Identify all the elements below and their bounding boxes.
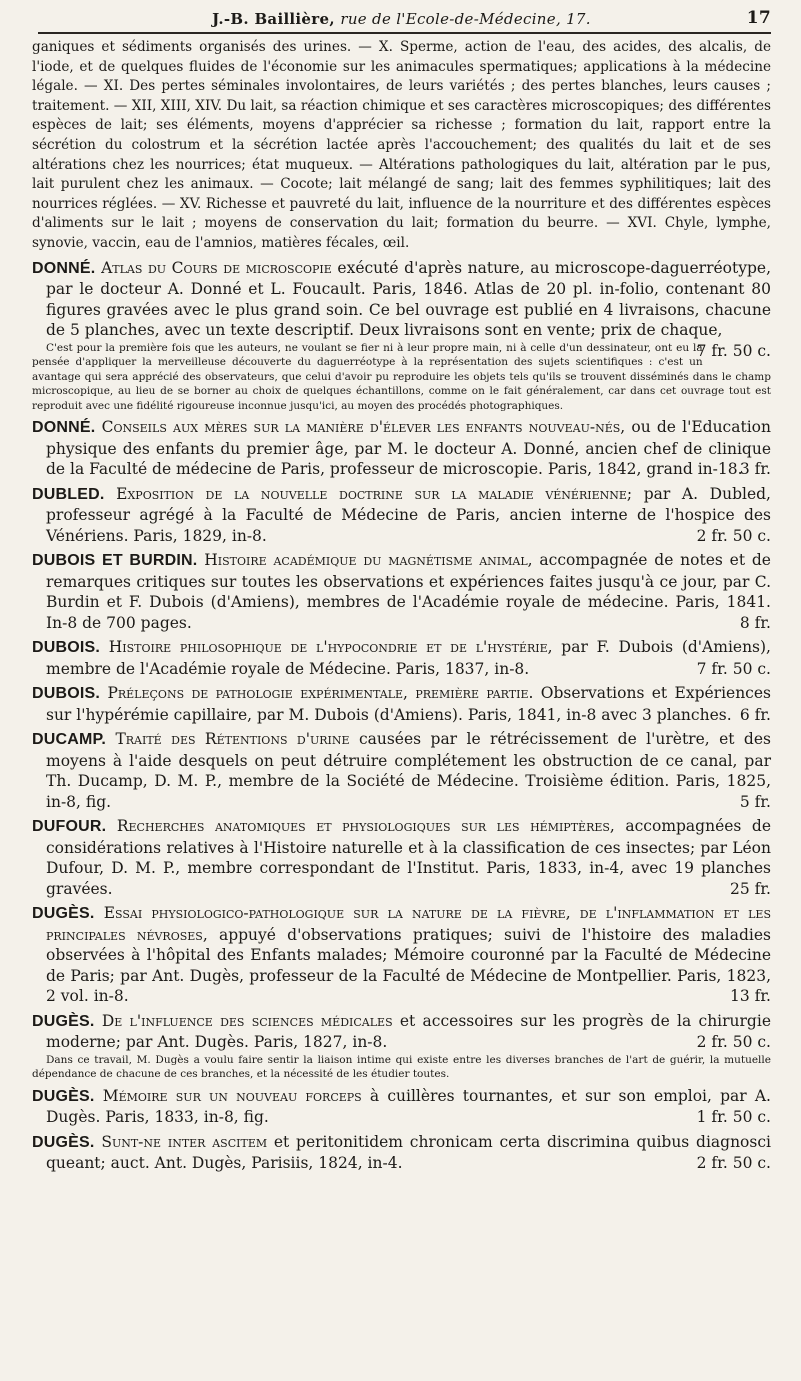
entry-text: appuyé d'observations pratiques; suivi de l'histoire des maladies observées à l'hôpital des Enfants malades; Mémoire couronné par la Faculté de Médecine de Paris; par Ant. Dugès, professeur de la Faculté de Médecine de Montpellier. Paris, 1823, 2 vol. in-8. (46, 925, 771, 1006)
header-rule (38, 32, 771, 34)
entry-price: 2 fr. 50 c. (696, 1154, 771, 1173)
entry-text: par A. Dubled, professeur agrégé à la Faculté de Médecine de Paris, ancien interne de l'hospice des Vénériens. Paris, 1829, in-8. (46, 484, 771, 545)
entry-description (32, 258, 771, 360)
entry-description (32, 729, 771, 812)
entry-description (32, 550, 771, 633)
entry-title: Recherches anatomiques et physiologiques sur les hémiptères, (116, 817, 615, 836)
entry-text: à cuillères tournantes, et sur son emploi, par A. Dugès. Paris, 1833, in-8, fig. (46, 1086, 771, 1127)
catalogue-entry (32, 1132, 771, 1174)
entry-title: Exposition de la nouvelle doctrine sur la maladie vénérienne; (116, 484, 633, 503)
entry-author: DONNÉ. (32, 419, 96, 437)
entry-text: par F. Dubois (d'Amiens), membre de l'Académie royale de Médecine. Paris, 1837, in-8. (46, 638, 771, 678)
entry-price: 25 fr. (729, 879, 771, 898)
entry-title: Conseils aux mères sur la manière d'élever les enfants nouveau-nés, (101, 418, 626, 437)
entry-description (32, 816, 771, 899)
page-number: 17 (746, 8, 771, 28)
entry-author: DUBLED. (32, 485, 105, 503)
entry-price: 5 fr. (739, 792, 771, 811)
continued-paragraph: ganiques et sédiments organisés des urines. — X. Sperme, action de l'eau, des acides, des alcalis, de l'iode, et de quelques fluides de l'économie sur les animacules spermatiques; applications à la médecine légale. — XI. Des pertes séminales involontaires, de leurs variétés ; des pertes blanches, leurs causes ; traitement. — XII, XIII, XIV. Du lait, sa réaction chimique et ses caractères microscopiques; des différentes espèces de lait; ses éléments, moyens d'apprécier sa richesse ; formation du lait, rapport entre la sécrétion du colostrum et la sécrétion lactée après l'accouchement; des qualités du lait et de ses altérations chez les nourrices; état muqueux. — Altérations pathologiques du lait, altération par le pus, lait purulent chez les animaux. — Cocote; lait mélangé de sang; lait des femmes syphilitiques; lait des nourrices réglées. — XV. Richesse et pauvreté du lait, influence de la nourriture et des différentes espèces d'aliments sur le lait ; moyens de conservation du lait; formation du beurre. — XVI. Chyle, lymphe, synovie, vaccin, eau de l'amnios, matières fécales, œil. (32, 39, 771, 251)
entry-author: DONNÉ. (32, 259, 96, 277)
entry-price: 2 fr. 50 c. (696, 1033, 771, 1052)
entry-title: Sunt-ne inter ascitem (101, 1132, 268, 1151)
entry-description (32, 1011, 771, 1053)
entry-price: 3 fr. (739, 460, 771, 479)
entry-author: DUBOIS. (32, 685, 101, 703)
entry-price: 7 fr. 50 c. (696, 341, 771, 360)
entry-text: et accessoires sur les progrès de la chirurgie moderne; par Ant. Dugès. Paris, 1827, in-8. (46, 1011, 771, 1052)
catalogue-entry (32, 484, 771, 547)
entry-title: Essai physiologico-pathologique sur la nature de la fièvre, de l'inflammation et les principales névroses, (46, 904, 771, 944)
catalogue-body (32, 38, 771, 1174)
entry-text: ou de l'Education physique des enfants du premier âge, par M. le docteur A. Donné, ancien chef de clinique de la Faculté de médecine de Paris, professeur de microscopie. Paris, 1842, grand in-18. (46, 418, 771, 479)
entry-text: et peritonitidem chronicam certa discrimina quibus diagnosci queant; auct. Ant. Dugès, Parisiis, 1824, in-4. (46, 1132, 771, 1173)
entry-author: DUBOIS. (32, 639, 101, 657)
entry-note: C'est pour la première fois que les auteurs, ne voulant se fier ni à leur propre main, ni à celle d'un dessinateur, ont eu la pensée d'appliquer la merveilleuse découverte du daguerréotype à la représentation des sujets scientifiques : c'est un avantage qui sera apprécié des observateurs, que celui d'avoir pu reproduire les objets tels qu'ils se trouvent disséminés dans le champ microscopique, au lieu de se borner au choix de quelques échantillons, comme on le fait généralement, car dans cet ouvrage tout est reproduit avec une fidélité rigoureuse inconnue jusqu'ici, au moyen des procédés photographiques. (32, 341, 771, 412)
catalogue-entry (32, 550, 771, 633)
entry-description (32, 683, 771, 725)
entry-price: 8 fr. (739, 613, 771, 632)
entry-text: exécuté d'après nature, au microscope-daguerréotype, par le docteur A. Donné et L. Foucault. Paris, 1846. Atlas de 20 pl. in-folio, contenant 80 figures gravées avec le plus grand soin. Ce bel ouvrage est publié en 4 livraisons, chacune de 5 planches, avec un texte descriptif. Deux livraisons sont en vente; prix de chaque, (46, 258, 771, 340)
entry-author: DUFOUR. (32, 818, 107, 836)
entry-title: Atlas du Cours de microscopie (101, 258, 332, 277)
entry-author: DUGÈS. (32, 905, 95, 923)
entry-price: 13 fr. (729, 987, 771, 1006)
entry-title: De l'influence des sciences médicales (101, 1011, 393, 1030)
entry-description (32, 903, 771, 1007)
catalogue-entry (32, 903, 771, 1007)
catalogue-entry (32, 258, 771, 414)
entry-price: 1 fr. 50 c. (696, 1108, 771, 1127)
entry-description (32, 1086, 771, 1128)
publisher-address: rue de l'Ecole-de-Médecine, 17. (340, 10, 591, 28)
entry-note: Dans ce travail, M. Dugès a voulu faire sentir la liaison intime qui existe entre les diverses branches de l'art de guérir, la mutuelle dépendance de chacune de ces branches, et la nécessité de les étudier toutes. (32, 1053, 771, 1081)
publisher-line: J.-B. Baillière, rue de l'Ecole-de-Médecine, 17. (212, 10, 591, 28)
entry-title: Traité des Rétentions d'urine (115, 730, 350, 749)
entry-title: Histoire académique du magnétisme animal, (204, 551, 533, 570)
entry-description (32, 417, 771, 480)
catalogue-entry (32, 637, 771, 679)
entry-author: DUGÈS. (32, 1133, 95, 1151)
catalogue-entry (32, 1086, 771, 1128)
entry-list (32, 258, 771, 1174)
entry-price: 2 fr. 50 c. (696, 526, 771, 545)
entry-author: DUGÈS. (32, 1087, 95, 1105)
catalogue-entry (32, 816, 771, 899)
entry-text: accompagnée de notes et de remarques critiques sur toutes les observations et expériences faites jusqu'à ce jour, par C. Burdin et F. Dubois (d'Amiens), membres de l'Académie royale de médecine. Paris, 1841. In-8 de 700 pages. (46, 551, 771, 632)
entry-author: DUBOIS ET BURDIN. (32, 552, 198, 570)
entry-title: Préleçons de pathologie expérimentale, première partie. (107, 684, 534, 703)
entry-price: 7 fr. 50 c. (696, 659, 771, 678)
publisher-name: J.-B. Baillière (212, 10, 330, 28)
entry-description (32, 637, 771, 679)
entry-description (32, 484, 771, 547)
catalogue-entry (32, 729, 771, 812)
entry-price: 6 fr. (739, 705, 771, 724)
catalogue-entry (32, 417, 771, 480)
entry-description (32, 1132, 771, 1174)
entry-text: accompagnées de considérations relatives à l'Histoire naturelle et à la classification de ces insectes; par Léon Dufour, D. M. P., membre correspondant de l'Institut. Paris, 1833, in-4, avec 19 planches gravées. (46, 817, 771, 898)
catalogue-entry (32, 1011, 771, 1082)
entry-author: DUGÈS. (32, 1012, 95, 1030)
catalogue-entry (32, 683, 771, 725)
entry-text: causées par le rétrécissement de l'urètre, et des moyens à l'aide desquels on peut détruire complétement les obstruction de ce canal, par Th. Ducamp, D. M. P., membre de la Société de Médecine. Troisième édition. Paris, 1825, in-8, fig. (46, 730, 771, 811)
entry-author: DUCAMP. (32, 731, 107, 749)
entry-title: Mémoire sur un nouveau forceps (102, 1086, 362, 1105)
entry-text: Observations et Expériences sur l'hypérémie capillaire, par M. Dubois (d'Amiens). Paris, 1841, in-8 avec 3 planches. (46, 684, 771, 724)
running-header (32, 6, 771, 32)
entry-title: Histoire philosophique de l'hypocondrie et de l'hystérie, (108, 638, 553, 657)
